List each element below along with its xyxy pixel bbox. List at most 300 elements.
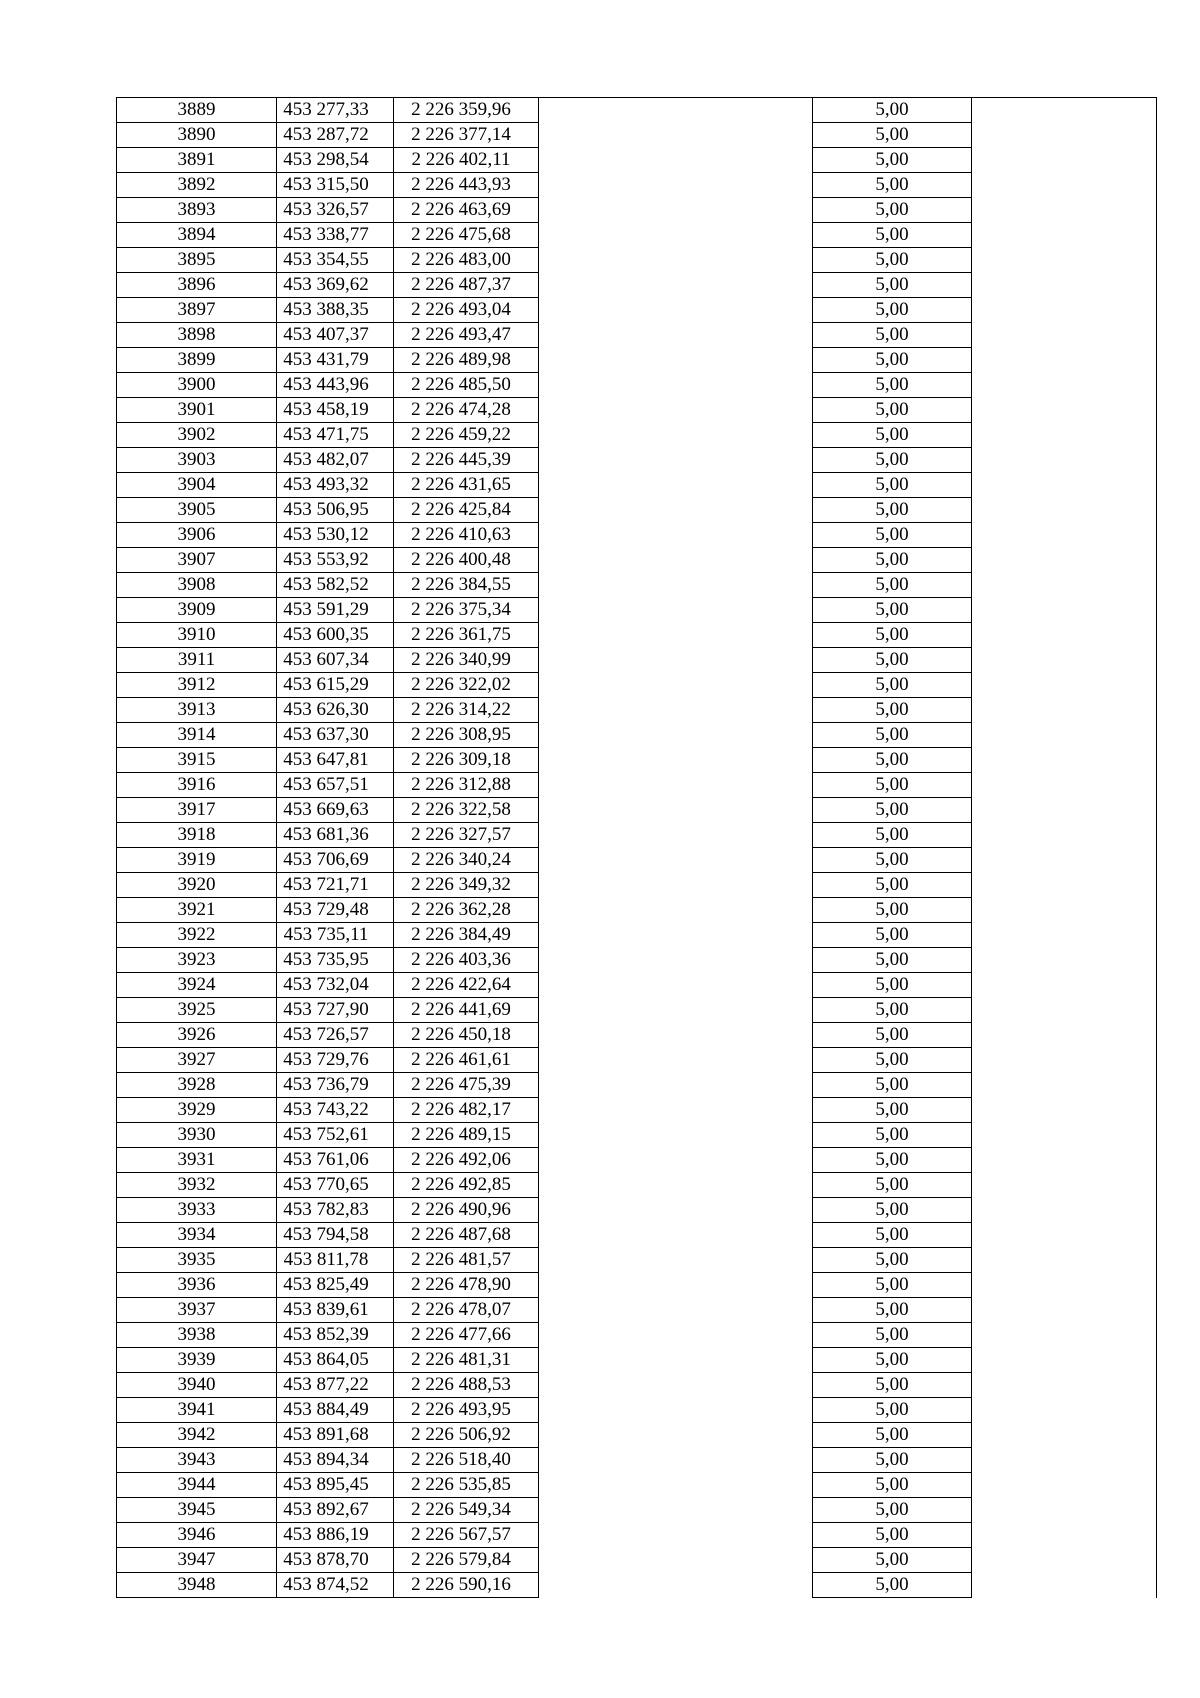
table-row [117,1048,1157,1073]
table-row [117,123,1157,148]
empty-cell [972,1548,1157,1573]
empty-cell [972,373,1157,398]
table-row [117,273,1157,298]
empty-cell [539,198,813,223]
empty-cell [972,948,1157,973]
point-number: 3889 [117,98,277,123]
empty-cell [972,723,1157,748]
point-number: 3923 [117,948,277,973]
empty-cell [972,148,1157,173]
x-coordinate: 453 878,70 [277,1548,394,1573]
y-coordinate: 2 226 482,17 [394,1098,539,1123]
empty-cell [539,398,813,423]
table-row [117,148,1157,173]
accuracy-value: 5,00 [813,1348,972,1373]
accuracy-value: 5,00 [813,998,972,1023]
point-number: 3894 [117,223,277,248]
point-number: 3948 [117,1573,277,1598]
x-coordinate: 453 431,79 [277,348,394,373]
empty-cell [972,248,1157,273]
x-coordinate: 453 811,78 [277,1248,394,1273]
empty-cell [539,98,813,123]
table-row [117,798,1157,823]
x-coordinate: 453 752,61 [277,1123,394,1148]
point-number: 3941 [117,1398,277,1423]
empty-cell [539,898,813,923]
accuracy-value: 5,00 [813,1573,972,1598]
x-coordinate: 453 388,35 [277,298,394,323]
point-number: 3932 [117,1173,277,1198]
x-coordinate: 453 615,29 [277,673,394,698]
empty-cell [539,1248,813,1273]
empty-cell [539,1423,813,1448]
accuracy-value: 5,00 [813,1273,972,1298]
empty-cell [539,248,813,273]
y-coordinate: 2 226 340,24 [394,848,539,873]
empty-cell [972,548,1157,573]
x-coordinate: 453 600,35 [277,623,394,648]
table-row [117,548,1157,573]
accuracy-value: 5,00 [813,1223,972,1248]
empty-cell [539,348,813,373]
point-number: 3935 [117,1248,277,1273]
empty-cell [972,673,1157,698]
empty-cell [972,848,1157,873]
empty-cell [972,523,1157,548]
x-coordinate: 453 369,62 [277,273,394,298]
empty-cell [972,348,1157,373]
empty-cell [539,1073,813,1098]
y-coordinate: 2 226 474,28 [394,398,539,423]
table-row [117,498,1157,523]
empty-cell [972,998,1157,1023]
table-row [117,98,1157,123]
empty-cell [539,1198,813,1223]
x-coordinate: 453 471,75 [277,423,394,448]
accuracy-value: 5,00 [813,373,972,398]
y-coordinate: 2 226 463,69 [394,198,539,223]
empty-cell [539,273,813,298]
point-number: 3912 [117,673,277,698]
empty-cell [539,1098,813,1123]
empty-cell [972,1198,1157,1223]
point-number: 3924 [117,973,277,998]
x-coordinate: 453 591,29 [277,598,394,623]
empty-cell [972,498,1157,523]
empty-cell [539,448,813,473]
empty-cell [539,848,813,873]
x-coordinate: 453 894,34 [277,1448,394,1473]
x-coordinate: 453 407,37 [277,323,394,348]
accuracy-value: 5,00 [813,273,972,298]
accuracy-value: 5,00 [813,1423,972,1448]
y-coordinate: 2 226 489,15 [394,1123,539,1148]
point-number: 3936 [117,1273,277,1298]
empty-cell [539,923,813,948]
table-row [117,348,1157,373]
empty-cell [539,1223,813,1248]
accuracy-value: 5,00 [813,548,972,573]
empty-cell [539,998,813,1023]
x-coordinate: 453 443,96 [277,373,394,398]
point-number: 3890 [117,123,277,148]
empty-cell [972,573,1157,598]
table-row [117,873,1157,898]
y-coordinate: 2 226 487,37 [394,273,539,298]
accuracy-value: 5,00 [813,298,972,323]
y-coordinate: 2 226 309,18 [394,748,539,773]
table-row [117,823,1157,848]
y-coordinate: 2 226 312,88 [394,773,539,798]
point-number: 3908 [117,573,277,598]
x-coordinate: 453 852,39 [277,1323,394,1348]
x-coordinate: 453 669,63 [277,798,394,823]
y-coordinate: 2 226 579,84 [394,1548,539,1573]
table-row [117,323,1157,348]
empty-cell [972,823,1157,848]
empty-cell [972,273,1157,298]
empty-cell [972,1023,1157,1048]
empty-cell [539,1323,813,1348]
table-row [117,1248,1157,1273]
x-coordinate: 453 825,49 [277,1273,394,1298]
point-number: 3904 [117,473,277,498]
empty-cell [972,873,1157,898]
x-coordinate: 453 877,22 [277,1373,394,1398]
table-row [117,973,1157,998]
y-coordinate: 2 226 485,50 [394,373,539,398]
table-row [117,173,1157,198]
empty-cell [972,123,1157,148]
empty-cell [972,973,1157,998]
accuracy-value: 5,00 [813,323,972,348]
table-row [117,748,1157,773]
point-number: 3905 [117,498,277,523]
empty-cell [972,648,1157,673]
empty-cell [539,698,813,723]
point-number: 3915 [117,748,277,773]
point-number: 3896 [117,273,277,298]
x-coordinate: 453 287,72 [277,123,394,148]
accuracy-value: 5,00 [813,748,972,773]
x-coordinate: 453 315,50 [277,173,394,198]
table-row [117,248,1157,273]
accuracy-value: 5,00 [813,1373,972,1398]
empty-cell [972,898,1157,923]
empty-cell [972,1273,1157,1298]
accuracy-value: 5,00 [813,1148,972,1173]
accuracy-value: 5,00 [813,598,972,623]
table-row [117,373,1157,398]
x-coordinate: 453 277,33 [277,98,394,123]
point-number: 3943 [117,1448,277,1473]
point-number: 3909 [117,598,277,623]
x-coordinate: 453 727,90 [277,998,394,1023]
table-row [117,1473,1157,1498]
empty-cell [972,623,1157,648]
x-coordinate: 453 657,51 [277,773,394,798]
point-number: 3940 [117,1373,277,1398]
empty-cell [972,173,1157,198]
point-number: 3906 [117,523,277,548]
table-row [117,1223,1157,1248]
empty-cell [972,98,1157,123]
table-row [117,1398,1157,1423]
x-coordinate: 453 706,69 [277,848,394,873]
point-number: 3929 [117,1098,277,1123]
table-row [117,473,1157,498]
y-coordinate: 2 226 441,69 [394,998,539,1023]
x-coordinate: 453 782,83 [277,1198,394,1223]
point-number: 3898 [117,323,277,348]
x-coordinate: 453 729,76 [277,1048,394,1073]
empty-cell [539,1548,813,1573]
table-row [117,773,1157,798]
point-number: 3916 [117,773,277,798]
accuracy-value: 5,00 [813,873,972,898]
x-coordinate: 453 895,45 [277,1473,394,1498]
accuracy-value: 5,00 [813,248,972,273]
point-number: 3895 [117,248,277,273]
y-coordinate: 2 226 402,11 [394,148,539,173]
empty-cell [539,673,813,698]
x-coordinate: 453 326,57 [277,198,394,223]
y-coordinate: 2 226 314,22 [394,698,539,723]
accuracy-value: 5,00 [813,1073,972,1098]
accuracy-value: 5,00 [813,398,972,423]
point-number: 3928 [117,1073,277,1098]
empty-cell [539,948,813,973]
x-coordinate: 453 458,19 [277,398,394,423]
empty-cell [539,1498,813,1523]
y-coordinate: 2 226 425,84 [394,498,539,523]
empty-cell [972,1323,1157,1348]
accuracy-value: 5,00 [813,198,972,223]
y-coordinate: 2 226 493,95 [394,1398,539,1423]
point-number: 3947 [117,1548,277,1573]
x-coordinate: 453 735,95 [277,948,394,973]
accuracy-value: 5,00 [813,173,972,198]
empty-cell [539,373,813,398]
empty-cell [539,748,813,773]
y-coordinate: 2 226 340,99 [394,648,539,673]
empty-cell [972,923,1157,948]
table-row [117,1423,1157,1448]
empty-cell [972,1098,1157,1123]
table-row [117,948,1157,973]
table-row [117,673,1157,698]
table-row [117,573,1157,598]
empty-cell [972,1348,1157,1373]
y-coordinate: 2 226 461,61 [394,1048,539,1073]
y-coordinate: 2 226 488,53 [394,1373,539,1398]
empty-cell [972,1573,1157,1598]
accuracy-value: 5,00 [813,673,972,698]
empty-cell [972,1398,1157,1423]
accuracy-value: 5,00 [813,148,972,173]
empty-cell [539,973,813,998]
accuracy-value: 5,00 [813,98,972,123]
accuracy-value: 5,00 [813,1173,972,1198]
empty-cell [539,1398,813,1423]
x-coordinate: 453 864,05 [277,1348,394,1373]
y-coordinate: 2 226 483,00 [394,248,539,273]
table-row [117,1023,1157,1048]
point-number: 3918 [117,823,277,848]
y-coordinate: 2 226 489,98 [394,348,539,373]
point-number: 3891 [117,148,277,173]
table-row [117,198,1157,223]
table-row [117,598,1157,623]
accuracy-value: 5,00 [813,1023,972,1048]
x-coordinate: 453 626,30 [277,698,394,723]
point-number: 3917 [117,798,277,823]
y-coordinate: 2 226 518,40 [394,1448,539,1473]
table-row [117,1173,1157,1198]
empty-cell [972,748,1157,773]
point-number: 3933 [117,1198,277,1223]
empty-cell [539,648,813,673]
x-coordinate: 453 298,54 [277,148,394,173]
empty-cell [972,1073,1157,1098]
point-number: 3944 [117,1473,277,1498]
accuracy-value: 5,00 [813,498,972,523]
accuracy-value: 5,00 [813,423,972,448]
x-coordinate: 453 582,52 [277,573,394,598]
empty-cell [539,1273,813,1298]
accuracy-value: 5,00 [813,573,972,598]
point-number: 3927 [117,1048,277,1073]
empty-cell [539,1048,813,1073]
accuracy-value: 5,00 [813,1248,972,1273]
empty-cell [972,773,1157,798]
y-coordinate: 2 226 492,06 [394,1148,539,1173]
coordinates-table [116,97,1157,1598]
accuracy-value: 5,00 [813,773,972,798]
table-row [117,298,1157,323]
y-coordinate: 2 226 535,85 [394,1473,539,1498]
point-number: 3914 [117,723,277,748]
x-coordinate: 453 794,58 [277,1223,394,1248]
y-coordinate: 2 226 506,92 [394,1423,539,1448]
point-number: 3930 [117,1123,277,1148]
empty-cell [539,598,813,623]
y-coordinate: 2 226 362,28 [394,898,539,923]
empty-cell [972,1448,1157,1473]
table-row [117,898,1157,923]
y-coordinate: 2 226 459,22 [394,423,539,448]
x-coordinate: 453 726,57 [277,1023,394,1048]
accuracy-value: 5,00 [813,1198,972,1223]
table-row [117,1073,1157,1098]
empty-cell [539,1173,813,1198]
empty-cell [539,1373,813,1398]
y-coordinate: 2 226 481,31 [394,1348,539,1373]
point-number: 3911 [117,648,277,673]
y-coordinate: 2 226 475,39 [394,1073,539,1098]
table-row [117,1448,1157,1473]
accuracy-value: 5,00 [813,948,972,973]
accuracy-value: 5,00 [813,973,972,998]
empty-cell [539,1298,813,1323]
table-row [117,223,1157,248]
point-number: 3938 [117,1323,277,1348]
accuracy-value: 5,00 [813,1323,972,1348]
empty-cell [972,1223,1157,1248]
point-number: 3925 [117,998,277,1023]
y-coordinate: 2 226 377,14 [394,123,539,148]
x-coordinate: 453 839,61 [277,1298,394,1323]
empty-cell [972,298,1157,323]
point-number: 3922 [117,923,277,948]
point-number: 3897 [117,298,277,323]
point-number: 3913 [117,698,277,723]
y-coordinate: 2 226 567,57 [394,1523,539,1548]
table-row [117,1198,1157,1223]
point-number: 3902 [117,423,277,448]
empty-cell [539,298,813,323]
empty-cell [972,1148,1157,1173]
y-coordinate: 2 226 349,32 [394,873,539,898]
point-number: 3910 [117,623,277,648]
empty-cell [539,623,813,648]
empty-cell [539,173,813,198]
point-number: 3900 [117,373,277,398]
x-coordinate: 453 493,32 [277,473,394,498]
table-row [117,1298,1157,1323]
y-coordinate: 2 226 443,93 [394,173,539,198]
table-row [117,648,1157,673]
table-row [117,1098,1157,1123]
x-coordinate: 453 553,92 [277,548,394,573]
accuracy-value: 5,00 [813,698,972,723]
y-coordinate: 2 226 308,95 [394,723,539,748]
point-number: 3921 [117,898,277,923]
point-number: 3893 [117,198,277,223]
empty-cell [539,798,813,823]
accuracy-value: 5,00 [813,623,972,648]
empty-cell [972,323,1157,348]
x-coordinate: 453 482,07 [277,448,394,473]
point-number: 3934 [117,1223,277,1248]
empty-cell [539,473,813,498]
accuracy-value: 5,00 [813,798,972,823]
table-row [117,698,1157,723]
y-coordinate: 2 226 590,16 [394,1573,539,1598]
empty-cell [972,1173,1157,1198]
x-coordinate: 453 884,49 [277,1398,394,1423]
x-coordinate: 453 886,19 [277,1523,394,1548]
accuracy-value: 5,00 [813,723,972,748]
empty-cell [539,1123,813,1148]
empty-cell [972,1373,1157,1398]
empty-cell [972,798,1157,823]
accuracy-value: 5,00 [813,223,972,248]
y-coordinate: 2 226 493,04 [394,298,539,323]
table-row [117,723,1157,748]
empty-cell [972,698,1157,723]
x-coordinate: 453 874,52 [277,1573,394,1598]
empty-cell [539,123,813,148]
empty-cell [972,423,1157,448]
x-coordinate: 453 607,34 [277,648,394,673]
empty-cell [539,873,813,898]
table-row [117,1548,1157,1573]
table-row [117,448,1157,473]
point-number: 3901 [117,398,277,423]
accuracy-value: 5,00 [813,1298,972,1323]
y-coordinate: 2 226 492,85 [394,1173,539,1198]
